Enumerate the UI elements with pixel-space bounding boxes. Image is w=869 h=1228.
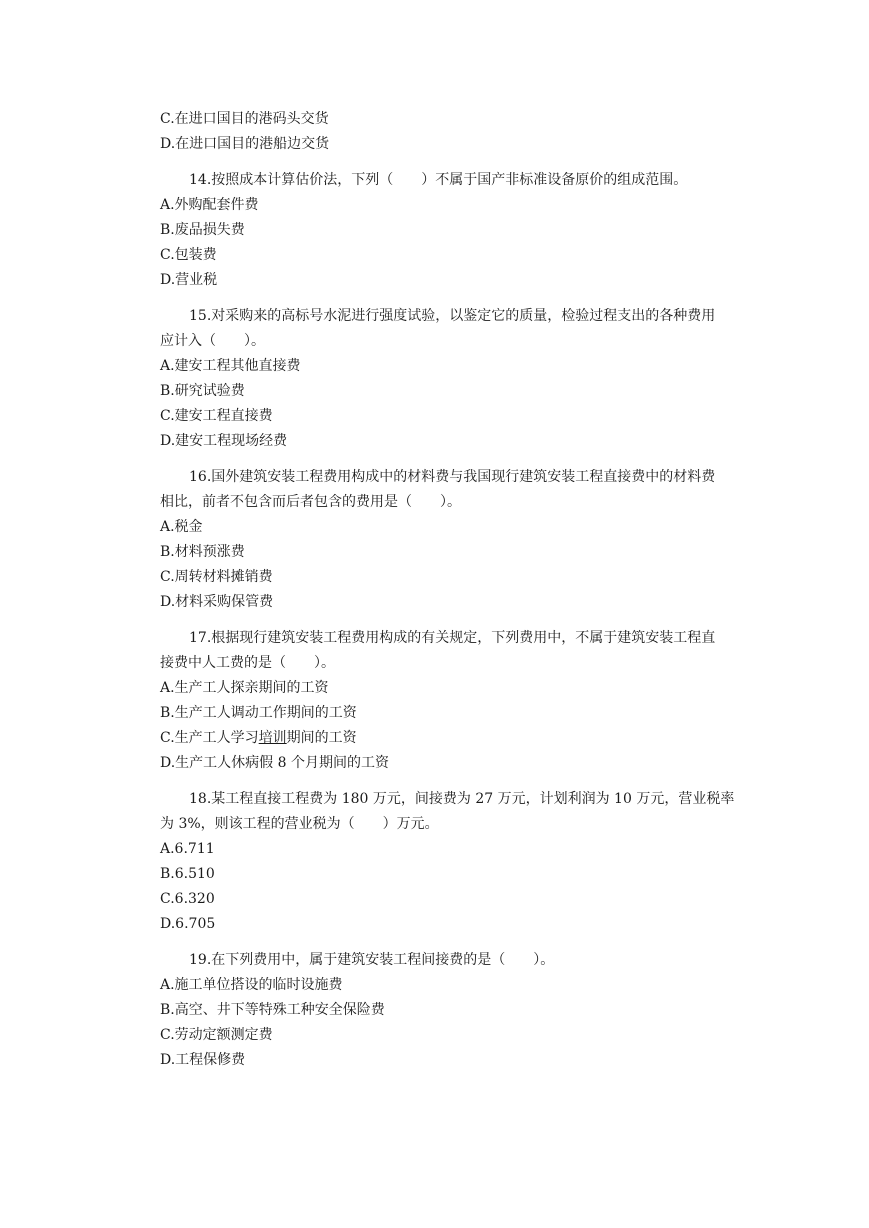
question-15 xyxy=(160,304,740,454)
question-17-stem-line-1: 17.根据现行建筑安装工程费用构成的有关规定，下列费用中，不属于建筑安装工程直 xyxy=(189,630,716,646)
question-18-option-b: B.6.510 xyxy=(160,866,215,882)
question-16-stem-line-1: 16.国外建筑安装工程费用构成中的材料费与我国现行建筑安装工程直接费中的材料费 xyxy=(189,469,716,485)
question-19-option-c: C.劳动定额测定费 xyxy=(160,1027,273,1043)
question-16-option-d: D.材料采购保管费 xyxy=(160,594,274,610)
question-17-option-c xyxy=(160,726,740,751)
question-19-option-b: B.高空、井下等特殊工种安全保险费 xyxy=(160,1002,385,1018)
question-16-option-b: B.材料预涨费 xyxy=(160,544,245,560)
question-17-option-c-part-3: 期间的工资 xyxy=(286,730,357,746)
question-19-option-a: A.施工单位搭设的临时设施费 xyxy=(160,977,343,993)
question-14 xyxy=(160,168,740,293)
question-15-option-b: B.研究试验费 xyxy=(160,383,245,399)
question-16-option-a: A.税金 xyxy=(160,519,203,535)
question-19-stem: 19.在下列费用中，属于建筑安装工程间接费的是（ ）。 xyxy=(189,952,555,968)
question-19-option-d: D.工程保修费 xyxy=(160,1052,246,1068)
question-14-option-c: C.包装费 xyxy=(160,247,217,263)
question-14-option-b: B.废品损失费 xyxy=(160,222,245,238)
page-content xyxy=(160,107,740,1073)
question-15-stem-line-2: 应计入（ ）。 xyxy=(160,333,265,349)
question-15-option-a: A.建安工程其他直接费 xyxy=(160,358,301,374)
question-16-stem-line-2: 相比，前者不包含而后者包含的费用是（ ）。 xyxy=(160,494,461,510)
question-14-stem: 14.按照成本计算估价法，下列（ ）不属于国产非标准设备原价的组成范围。 xyxy=(189,172,688,188)
training-link[interactable]: 培训 xyxy=(258,730,287,746)
question-15-stem-line-1: 15.对采购来的高标号水泥进行强度试验，以鉴定它的质量，检验过程支出的各种费用 xyxy=(189,308,716,324)
question-17-stem-line-2: 接费中人工费的是（ ）。 xyxy=(160,655,335,671)
question-16-option-c: C.周转材料摊销费 xyxy=(160,569,273,585)
question-16 xyxy=(160,465,740,615)
question-14-option-d: D.营业税 xyxy=(160,272,218,288)
question-18-stem-line-2: 为 3%，则该工程的营业税为（ ）万元。 xyxy=(160,816,439,832)
question-15-option-d: D.建安工程现场经费 xyxy=(160,433,288,449)
option-c-prev: C.在进口国目的港码头交货 xyxy=(160,111,329,127)
question-18-option-d: D.6.705 xyxy=(160,916,216,932)
question-17-option-b: B.生产工人调动工作期间的工资 xyxy=(160,705,357,721)
question-18-option-a: A.6.711 xyxy=(160,841,215,857)
question-14-option-a: A.外购配套件费 xyxy=(160,197,259,213)
question-17-option-d: D.生产工人休病假 8 个月期间的工资 xyxy=(160,755,389,771)
option-d-prev: D.在进口国目的港船边交货 xyxy=(160,136,330,152)
question-18 xyxy=(160,787,740,937)
question-15-option-c: C.建安工程直接费 xyxy=(160,408,273,424)
question-18-option-c: C.6.320 xyxy=(160,891,215,907)
question-17-option-c-part-1: C.生产工人学习 xyxy=(160,730,259,746)
question-17-option-a: A.生产工人探亲期间的工资 xyxy=(160,680,329,696)
question-17 xyxy=(160,626,740,776)
question-18-stem-line-1: 18.某工程直接工程费为 180 万元，间接费为 27 万元，计划利润为 10 万元，营业税率 xyxy=(189,791,735,807)
question-19 xyxy=(160,948,740,1073)
